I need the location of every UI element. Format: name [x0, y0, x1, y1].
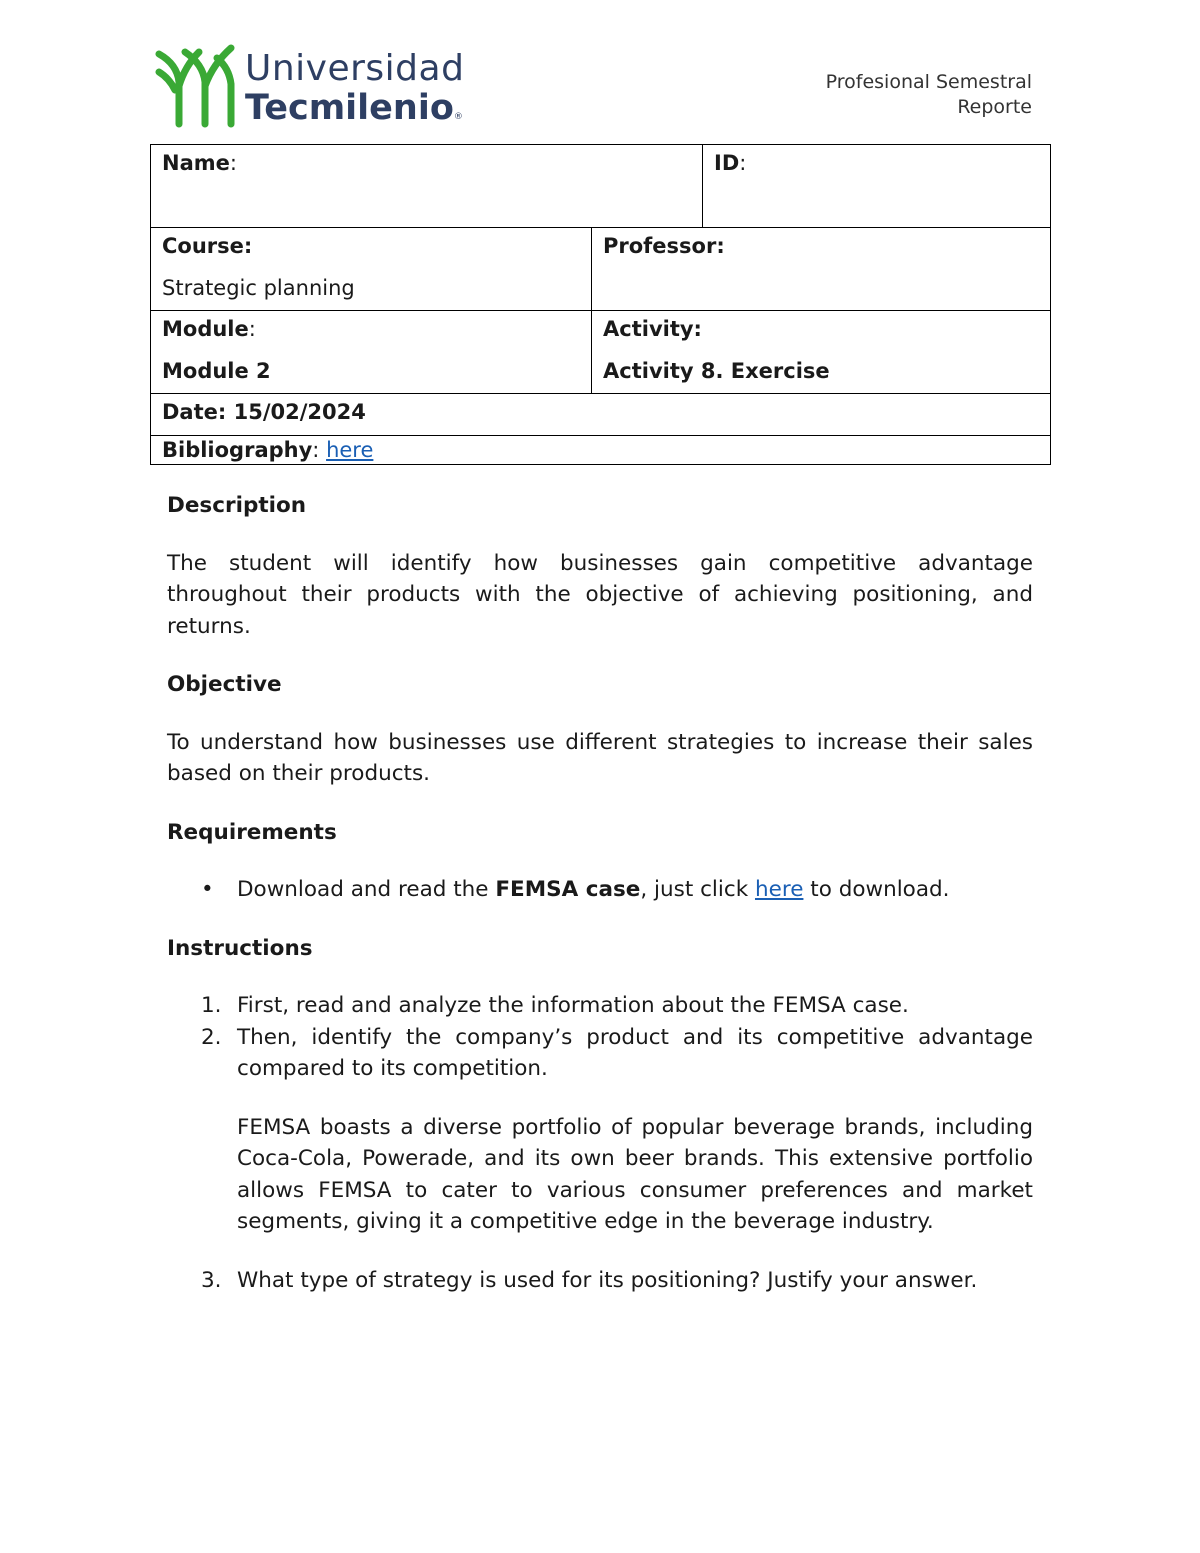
name-colon: : — [229, 151, 237, 175]
logo-wordmark-tecmilenio-text: Tecmilenio — [245, 88, 454, 128]
bibliography-label: Bibliography — [162, 438, 313, 462]
header-program-info — [826, 70, 1032, 120]
step-number: 1. — [201, 993, 222, 1018]
professor-label: Professor: — [603, 234, 725, 258]
step-text: Then, identify the company’s product and its competitive advantage compared to its competition. — [237, 1024, 1033, 1081]
objective-text: To understand how businesses use different strategies to increase their sales based on their products. — [167, 729, 1033, 786]
activity-value: Activity 8. Exercise — [603, 359, 830, 383]
course-cell — [151, 228, 592, 311]
activity-cell — [592, 311, 1051, 394]
registered-mark: ® — [453, 112, 463, 122]
name-cell[interactable] — [151, 145, 703, 228]
requirements-list — [167, 874, 1033, 906]
module-cell — [151, 311, 592, 394]
university-logo — [155, 42, 475, 132]
req-text-3: to download. — [803, 877, 950, 902]
step-number: 2. — [201, 1024, 222, 1050]
step-text: First, read and analyze the information about the FEMSA case. — [237, 993, 909, 1018]
step-text: What type of strategy is used for its positioning? Justify your answer. — [237, 1267, 978, 1293]
bibliography-colon: : — [312, 438, 320, 462]
date-text: Date: 15/02/2024 — [162, 400, 366, 424]
id-label: ID — [714, 151, 740, 175]
instructions-heading: Instructions — [167, 935, 313, 961]
instruction-step-1 — [201, 990, 1033, 1022]
course-label: Course: — [162, 234, 253, 258]
download-case-link[interactable]: here — [754, 877, 804, 902]
instruction-step-2 — [201, 1022, 1033, 1238]
bibliography-link[interactable]: here — [326, 438, 374, 462]
bibliography-cell — [151, 436, 1051, 465]
step-2-answer[interactable]: FEMSA boasts a diverse portfolio of popular beverage brands, including Coca-Cola, Powerade, and its own beer brands. This extensive portfolio allows FEMSA to cater to various consumer preferences and market segments, giving it a competitive edge in the beverage industry. — [237, 1114, 1033, 1234]
tecmilenio-leaf-icon — [155, 42, 241, 128]
module-label: Module — [162, 317, 249, 341]
logo-wordmark-tecmilenio — [245, 88, 463, 128]
module-value: Module 2 — [162, 359, 271, 383]
activity-label: Activity: — [603, 317, 702, 341]
requirements-heading: Requirements — [167, 819, 337, 845]
objective-heading: Objective — [167, 672, 282, 697]
req-text-2: , just click — [640, 877, 755, 902]
req-text-1: Download and read the — [237, 877, 496, 902]
date-cell — [151, 394, 1051, 436]
logo-wordmark-universidad: Universidad — [245, 48, 465, 89]
student-info-table — [150, 144, 1051, 465]
name-label: Name — [162, 151, 230, 175]
program-name: Profesional Semestral — [825, 71, 1032, 93]
course-value: Strategic planning — [162, 276, 355, 300]
professor-cell[interactable] — [592, 228, 1051, 311]
step-number: 3. — [201, 1267, 222, 1293]
id-colon: : — [739, 151, 747, 175]
instruction-step-3 — [201, 1265, 1033, 1297]
id-cell[interactable] — [703, 145, 1051, 228]
activity-content — [167, 490, 1033, 1296]
requirement-item — [201, 874, 1033, 906]
description-heading: Description — [167, 493, 307, 518]
module-colon: : — [248, 317, 256, 341]
description-text: The student will identify how businesses gain competitive advantage throughout their products with the objective of achieving positioning, and returns. — [167, 550, 1033, 639]
bullet-icon: • — [201, 877, 214, 902]
instructions-list — [167, 990, 1033, 1296]
report-type: Reporte — [957, 96, 1032, 118]
req-bold: FEMSA case — [495, 877, 641, 902]
